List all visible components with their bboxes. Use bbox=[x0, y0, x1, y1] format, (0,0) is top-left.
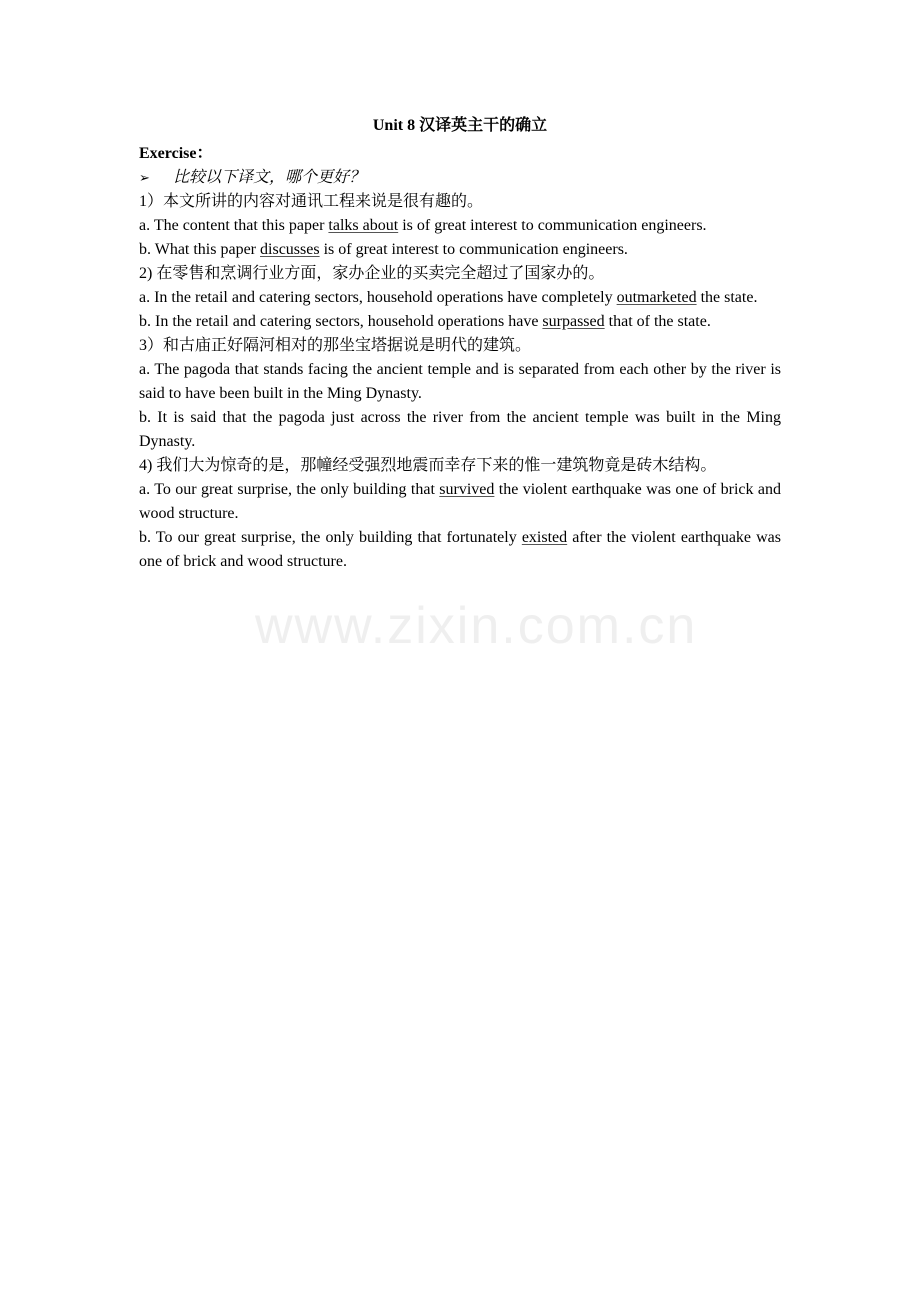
underlined-term: survived bbox=[439, 481, 495, 498]
page-title: Unit 8 汉译英主干的确立 bbox=[372, 117, 548, 134]
item-2-option-b: b. In the retail and catering sectors, household operations have surpassed that of the state. bbox=[139, 313, 711, 330]
instruction-line bbox=[139, 166, 781, 190]
item-3-chinese: 3）和古庙正好隔河相对的那坐宝塔据说是明代的建筑。 bbox=[139, 337, 532, 354]
document-page bbox=[139, 114, 781, 574]
exercise-label: Exercise： bbox=[139, 145, 213, 162]
underlined-term: talks about bbox=[328, 217, 399, 234]
item-3-option-a: a. The pagoda that stands facing the ancient temple and is separated from each other by the river is said to have been built in the Ming Dynasty. bbox=[139, 361, 781, 402]
item-2-option-a: a. In the retail and catering sectors, household operations have completely outmarketed the state. bbox=[139, 289, 758, 306]
item-1-chinese: 1）本文所讲的内容对通讯工程来说是很有趣的。 bbox=[139, 193, 484, 210]
item-4-option-a: a. To our great surprise, the only building that survived the violent earthquake was one of brick and wood structure. bbox=[139, 481, 782, 522]
item-2-chinese: 2) 在零售和烹调行业方面，家办企业的买卖完全超过了国家办的。 bbox=[139, 265, 605, 282]
underlined-term: existed bbox=[521, 529, 568, 546]
item-1-option-b: b. What this paper discusses is of great interest to communication engineers. bbox=[139, 241, 628, 258]
arrow-bullet-icon: ➢ bbox=[139, 170, 150, 185]
item-3-option-b: b. It is said that the pagoda just across the river from the ancient temple was built in the Ming Dynasty. bbox=[139, 409, 781, 450]
underlined-term: discusses bbox=[260, 241, 320, 258]
watermark: www.zixin.com.cn bbox=[255, 597, 698, 655]
item-4-chinese: 4) 我们大为惊奇的是，那幢经受强烈地震而幸存下来的惟一建筑物竟是砖木结构。 bbox=[139, 457, 717, 474]
item-4-option-b: b. To our great surprise, the only building that fortunately existed after the violent earthquake was one of brick and wood structure. bbox=[139, 529, 781, 570]
item-1-option-a: a. The content that this paper talks about is of great interest to communication engineers. bbox=[139, 217, 707, 234]
instruction-text: 比较以下译文，哪个更好？ bbox=[173, 169, 366, 186]
underlined-term: surpassed bbox=[542, 313, 605, 330]
underlined-term: outmarketed bbox=[616, 289, 697, 306]
